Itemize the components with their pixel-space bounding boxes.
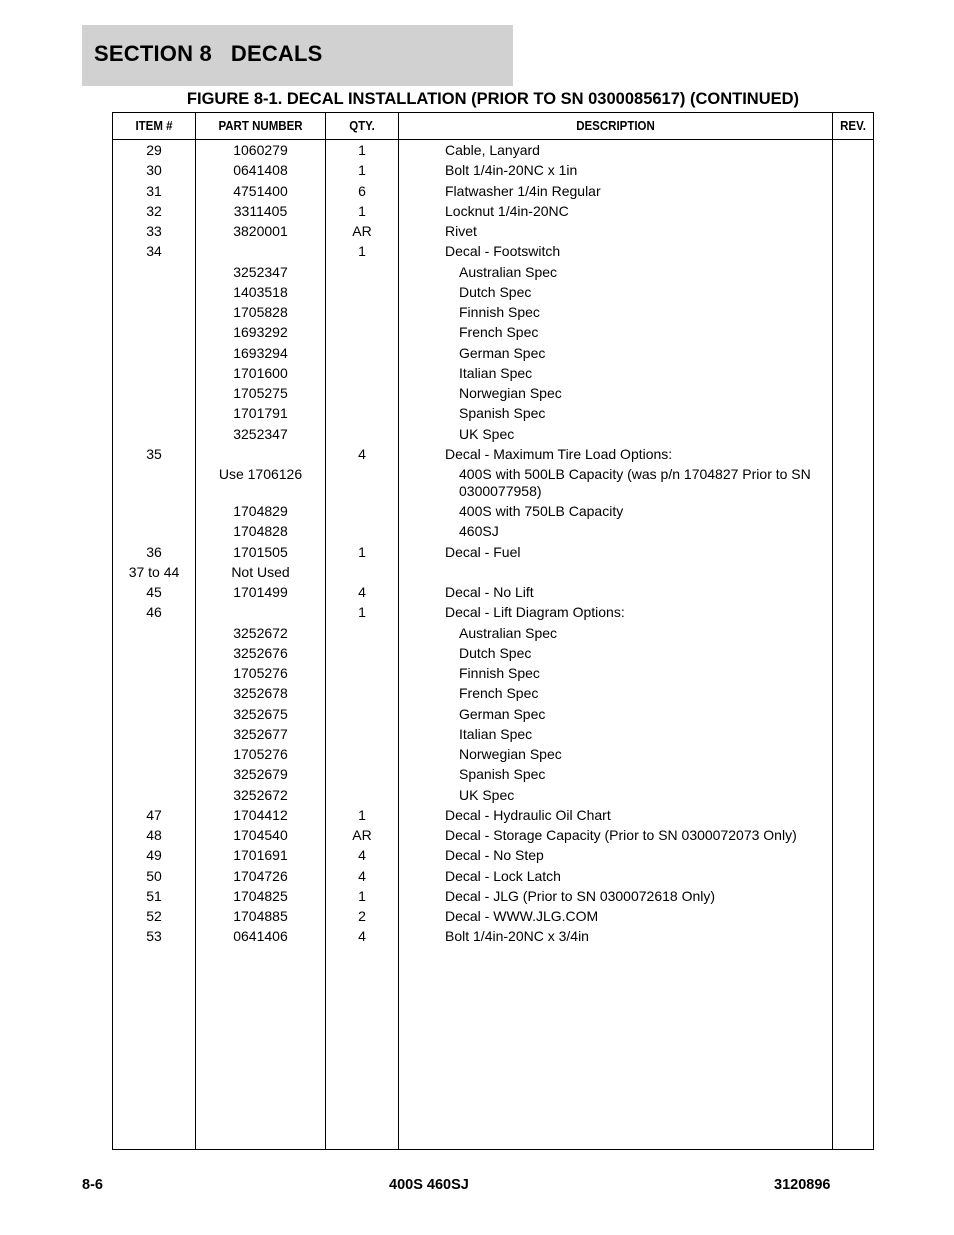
quantity: 4 bbox=[358, 928, 366, 945]
table-row bbox=[113, 140, 873, 160]
table-row bbox=[113, 602, 873, 622]
description: German Spec bbox=[459, 344, 546, 361]
description: Decal - Fuel bbox=[445, 543, 521, 560]
item-number: 45 bbox=[146, 584, 162, 600]
header-part-number: PART NUMBER bbox=[218, 119, 303, 133]
table-row bbox=[113, 464, 873, 501]
quantity: 1 bbox=[358, 162, 366, 179]
part-number: 1693292 bbox=[233, 324, 288, 341]
table-row bbox=[113, 403, 873, 423]
part-number: 1704412 bbox=[233, 806, 288, 823]
description: UK Spec bbox=[459, 425, 515, 442]
quantity: 1 bbox=[358, 806, 366, 823]
description: 400S with 500LB Capacity (was p/n 1704827 Prior to SN 0300077958) bbox=[459, 466, 811, 499]
table-row bbox=[113, 282, 873, 302]
footer-page-number: 8-6 bbox=[82, 1177, 103, 1193]
quantity: 4 bbox=[358, 445, 366, 462]
part-number: 3252347 bbox=[233, 263, 288, 280]
part-number: 1701600 bbox=[233, 364, 288, 381]
table-row bbox=[113, 623, 873, 643]
quantity: 1 bbox=[358, 243, 366, 260]
item-number: 31 bbox=[146, 182, 162, 199]
table-row bbox=[113, 343, 873, 363]
description: Decal - Storage Capacity (Prior to SN 0300072073 Only) bbox=[445, 827, 797, 843]
part-number: 1693294 bbox=[233, 344, 288, 361]
table-row bbox=[113, 845, 873, 865]
table-row bbox=[113, 886, 873, 906]
item-number: 50 bbox=[146, 867, 162, 884]
table-row bbox=[113, 805, 873, 825]
item-number: 32 bbox=[146, 202, 162, 219]
description: Rivet bbox=[445, 223, 477, 239]
quantity: 2 bbox=[358, 908, 366, 924]
description: Italian Spec bbox=[459, 364, 533, 381]
part-number: 3311405 bbox=[233, 202, 288, 219]
description: Finnish Spec bbox=[459, 304, 540, 320]
figure-title: FIGURE 8-1. DECAL INSTALLATION (PRIOR TO SN 0300085617) (CONTINUED) bbox=[186, 90, 800, 108]
part-number: 1705276 bbox=[233, 665, 288, 681]
table-row bbox=[113, 724, 873, 744]
description: 460SJ bbox=[459, 523, 499, 540]
description: Decal - WWW.JLG.COM bbox=[445, 908, 599, 924]
part-number: 1060279 bbox=[233, 142, 288, 158]
quantity: 6 bbox=[358, 182, 366, 199]
description: Australian Spec bbox=[459, 263, 558, 280]
quantity: 4 bbox=[358, 867, 366, 884]
table-row bbox=[113, 521, 873, 541]
part-number: 3252676 bbox=[233, 644, 288, 661]
table-row bbox=[113, 683, 873, 703]
table-row bbox=[113, 866, 873, 886]
quantity: 1 bbox=[358, 887, 366, 904]
item-number: 52 bbox=[146, 908, 162, 924]
part-number: 1705275 bbox=[233, 385, 288, 401]
item-number: 35 bbox=[146, 445, 162, 462]
part-number: 3252672 bbox=[233, 624, 288, 641]
description: Finnish Spec bbox=[459, 665, 540, 681]
header-qty: QTY. bbox=[349, 119, 375, 133]
table-row bbox=[113, 160, 873, 180]
footer-model: 400S 460SJ bbox=[389, 1177, 469, 1193]
part-number: 1701791 bbox=[233, 405, 288, 422]
header-description: DESCRIPTION bbox=[576, 119, 655, 133]
table-row bbox=[113, 704, 873, 724]
description: Italian Spec bbox=[459, 725, 533, 742]
table-row bbox=[113, 785, 873, 805]
table-row bbox=[113, 663, 873, 683]
part-number: 1701505 bbox=[233, 543, 288, 560]
description: Spanish Spec bbox=[459, 405, 546, 422]
part-number: 3252678 bbox=[233, 685, 288, 702]
part-number: 1701499 bbox=[233, 584, 288, 600]
description: Norwegian Spec bbox=[459, 385, 562, 401]
quantity: AR bbox=[352, 223, 372, 239]
table-row bbox=[113, 542, 873, 562]
part-number: 1704825 bbox=[233, 887, 288, 904]
item-number: 37 to 44 bbox=[128, 563, 180, 580]
item-number: 33 bbox=[146, 223, 162, 239]
table-row bbox=[113, 562, 873, 582]
description: Decal - No Lift bbox=[445, 584, 534, 600]
table-row bbox=[113, 383, 873, 403]
quantity: 1 bbox=[358, 142, 366, 158]
item-number: 34 bbox=[146, 243, 162, 260]
description: French Spec bbox=[459, 324, 539, 341]
quantity: 1 bbox=[358, 604, 366, 621]
description: Decal - Lock Latch bbox=[445, 867, 561, 884]
table-row bbox=[113, 302, 873, 322]
item-number: 48 bbox=[146, 827, 162, 843]
description: Spanish Spec bbox=[459, 766, 546, 783]
description: Flatwasher 1/4in Regular bbox=[445, 182, 601, 199]
part-number: 1704885 bbox=[233, 908, 288, 924]
part-number: 3252675 bbox=[233, 705, 288, 722]
description: Norwegian Spec bbox=[459, 746, 562, 762]
description: UK Spec bbox=[459, 786, 515, 803]
description: Locknut 1/4in-20NC bbox=[445, 202, 569, 219]
part-number: 1705828 bbox=[233, 304, 288, 320]
item-number: 29 bbox=[146, 142, 162, 158]
quantity: 4 bbox=[358, 847, 366, 864]
part-number: 3252672 bbox=[233, 786, 288, 803]
section-title: SECTION 8 DECALS bbox=[94, 41, 323, 66]
item-number: 36 bbox=[146, 543, 162, 560]
description: Decal - JLG (Prior to SN 0300072618 Only) bbox=[445, 887, 716, 904]
part-number: 4751400 bbox=[233, 182, 288, 199]
item-number: 46 bbox=[146, 604, 162, 621]
part-number: 1704540 bbox=[233, 827, 288, 843]
table-row bbox=[113, 825, 873, 845]
description: Decal - Footswitch bbox=[445, 243, 561, 260]
part-number: 1403518 bbox=[233, 283, 288, 300]
description: Decal - No Step bbox=[445, 847, 544, 864]
table-row bbox=[113, 926, 873, 946]
table-row bbox=[113, 424, 873, 444]
part-number: 3252347 bbox=[233, 425, 288, 442]
part-number: 0641406 bbox=[233, 928, 288, 945]
part-number: Not Used bbox=[231, 563, 290, 580]
part-number: 3820001 bbox=[233, 223, 288, 239]
description: German Spec bbox=[459, 705, 546, 722]
part-number: 1705276 bbox=[233, 746, 288, 762]
table-row bbox=[113, 181, 873, 201]
item-number: 51 bbox=[146, 887, 162, 904]
footer-doc-number: 3120896 bbox=[774, 1177, 831, 1193]
part-number: 0641408 bbox=[233, 162, 288, 179]
quantity: 1 bbox=[358, 202, 366, 219]
header-rev: REV. bbox=[840, 119, 866, 133]
part-number: Use 1706126 bbox=[218, 466, 303, 482]
table-row bbox=[113, 363, 873, 383]
table-row bbox=[113, 221, 873, 241]
description: Decal - Hydraulic Oil Chart bbox=[445, 806, 611, 823]
quantity: 4 bbox=[358, 584, 366, 600]
part-number: 3252679 bbox=[233, 766, 288, 783]
table-row bbox=[113, 322, 873, 342]
table-row bbox=[113, 906, 873, 926]
table-body bbox=[113, 140, 873, 947]
description: 400S with 750LB Capacity bbox=[459, 503, 624, 519]
table-row bbox=[113, 744, 873, 764]
item-number: 47 bbox=[146, 806, 162, 823]
part-number: 1704829 bbox=[233, 503, 288, 519]
table-row bbox=[113, 262, 873, 282]
item-number: 53 bbox=[146, 928, 162, 945]
table-row bbox=[113, 643, 873, 663]
description: Decal - Maximum Tire Load Options: bbox=[445, 445, 673, 462]
part-number: 1704726 bbox=[233, 867, 288, 884]
description: Cable, Lanyard bbox=[445, 142, 540, 158]
header-item: ITEM # bbox=[135, 119, 173, 133]
description: Bolt 1/4in-20NC x 3/4in bbox=[445, 928, 589, 945]
part-number: 3252677 bbox=[233, 725, 288, 742]
description: Bolt 1/4in-20NC x 1in bbox=[445, 162, 578, 179]
section-header-band bbox=[82, 25, 513, 86]
table-row bbox=[113, 501, 873, 521]
description: Dutch Spec bbox=[459, 283, 532, 300]
item-number: 30 bbox=[146, 162, 162, 179]
table-row bbox=[113, 201, 873, 221]
table-row bbox=[113, 582, 873, 602]
description: Dutch Spec bbox=[459, 644, 532, 661]
part-number: 1701691 bbox=[233, 847, 288, 864]
quantity: AR bbox=[352, 827, 372, 843]
table-row bbox=[113, 241, 873, 261]
description: Australian Spec bbox=[459, 624, 558, 641]
item-number: 49 bbox=[146, 847, 162, 864]
parts-table bbox=[112, 112, 874, 1150]
description: Decal - Lift Diagram Options: bbox=[445, 604, 625, 621]
quantity: 1 bbox=[358, 543, 366, 560]
description: French Spec bbox=[459, 685, 539, 702]
table-row bbox=[113, 444, 873, 464]
table-row bbox=[113, 764, 873, 784]
part-number: 1704828 bbox=[233, 523, 288, 540]
